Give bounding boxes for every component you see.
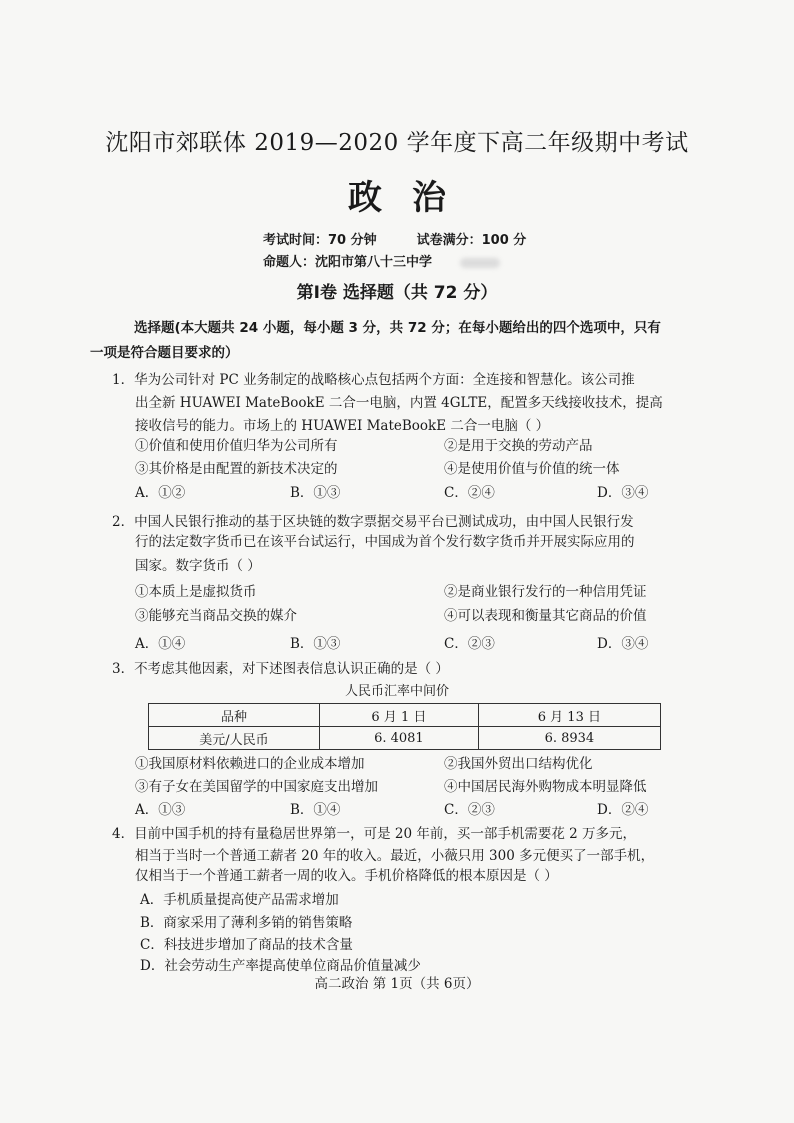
exam-info <box>263 229 566 248</box>
q2-option-c: C．②③ <box>444 636 495 652</box>
subject-title: 政治 <box>348 178 476 218</box>
q3-option-b: B．①④ <box>290 802 341 818</box>
q1-option-a: A．①② <box>135 485 186 501</box>
q4-option-a: A．手机质量提高使产品需求增加 <box>140 892 339 908</box>
q3-option-d: D．②④ <box>597 802 649 818</box>
q2-option-d: D．③④ <box>597 636 649 652</box>
exchange-rate-table <box>148 703 661 750</box>
q3-option-a: A．①③ <box>135 802 186 818</box>
q1-option-b: B．①③ <box>290 485 341 501</box>
page-footer: 高二政治 第 1页（共 6页） <box>314 976 480 992</box>
section-instructions: 选择题(本大题共 24 小题，每小题 3 分，共 72 分；在每小题给出的四个选项中，只有 一项是符合题目要求的） <box>90 320 661 361</box>
q2-stem-line: 国家。数字货币（ ） <box>135 558 261 574</box>
table-cell: 美元/人民币 <box>149 727 320 750</box>
q1-option-c: C．②④ <box>444 485 495 501</box>
table-cell: 6. 4081 <box>320 727 479 750</box>
q1-stem-line: 接收信号的能力。市场上的 HUAWEI MateBookE 二合一电脑（ ） <box>135 418 550 434</box>
table-header: 6 月 13 日 <box>478 704 660 727</box>
q4-stem-line: 4．目前中国手机的持有量稳居世界第一，可是 20 年前，买一部手机需要花 2 万多元， <box>112 826 637 842</box>
q2-option-a: A．①④ <box>135 636 186 652</box>
table-header: 6 月 1 日 <box>320 704 479 727</box>
table-cell: 6. 8934 <box>478 727 660 750</box>
exam-time: 考试时间：70 分钟 <box>263 233 377 248</box>
q3-option-c: C．②③ <box>444 802 495 818</box>
q2-statement-4: ④可以表现和衡量其它商品的价值 <box>444 608 647 624</box>
q3-statement-2: ②我国外贸出口结构优化 <box>444 756 593 772</box>
table-caption: 人民币汇率中间价 <box>344 684 449 699</box>
q3-stem: 3．不考虑其他因素，对下述图表信息认识正确的是（ ） <box>112 661 449 677</box>
q4-option-c: C．科技进步增加了商品的技术含量 <box>140 937 353 953</box>
q2-option-b: B．①③ <box>290 636 341 652</box>
q3-statement-1: ①我国原材料依赖进口的企业成本增加 <box>135 756 365 772</box>
q3-statement-4: ④中国居民海外购物成本明显降低 <box>444 779 647 795</box>
q2-statement-2: ②是商业银行发行的一种信用凭证 <box>444 584 647 600</box>
q2-statement-1: ①本质上是虚拟货币 <box>135 584 257 600</box>
q4-stem-line: 仅相当于一个普通工薪者一周的收入。手机价格降低的根本原因是（ ） <box>135 868 558 884</box>
exam-score: 试卷满分：100 分 <box>416 233 527 248</box>
table-header-row <box>149 704 661 727</box>
q4-option-d: D．社会劳动生产率提高使单位商品价值量减少 <box>140 958 421 974</box>
q1-statement-2: ②是用于交换的劳动产品 <box>444 438 593 454</box>
q1-stem-line: 1．华为公司针对 PC 业务制定的战略核心点包括两个方面：全连接和智慧化。该公司推 <box>112 372 635 388</box>
q3-statement-3: ③有子女在美国留学的中国家庭支出增加 <box>135 779 378 795</box>
table-header: 品种 <box>149 704 320 727</box>
q1-stem-line: 出全新 HUAWEI MateBookE 二合一电脑，内置 4GLTE，配置多天线接收技术，提高 <box>135 395 663 411</box>
q1-statement-3: ③其价格是由配置的新技术决定的 <box>135 461 338 477</box>
q4-stem-line: 相当于当时一个普通工薪者 20 年的收入。最近，小薇只用 300 多元便买了一部手机， <box>135 848 655 864</box>
q4-option-b: B．商家采用了薄利多销的销售策略 <box>140 915 353 931</box>
q1-option-d: D．③④ <box>597 485 649 501</box>
exam-author: 命题人：沈阳市第八十三中学 <box>263 251 500 270</box>
table-row <box>149 727 661 750</box>
q1-statement-4: ④是使用价值与价值的统一体 <box>444 461 620 477</box>
q2-statement-3: ③能够充当商品交换的媒介 <box>135 608 297 624</box>
q2-stem-line: 2．中国人民银行推动的基于区块链的数字票据交易平台已测试成功，由中国人民银行发 <box>112 514 634 530</box>
redacted-mark <box>460 258 500 268</box>
exam-title: 沈阳市郊联体 2019—2020 学年度下高二年级期中考试 <box>105 130 689 156</box>
section-title: 第Ⅰ卷 选择题（共 72 分） <box>296 283 498 303</box>
q1-statement-1: ①价值和使用价值归华为公司所有 <box>135 438 338 454</box>
q2-stem-line: 行的法定数字货币已在该平台试运行，中国成为首个发行数字货币并开展实际应用的 <box>135 534 635 550</box>
